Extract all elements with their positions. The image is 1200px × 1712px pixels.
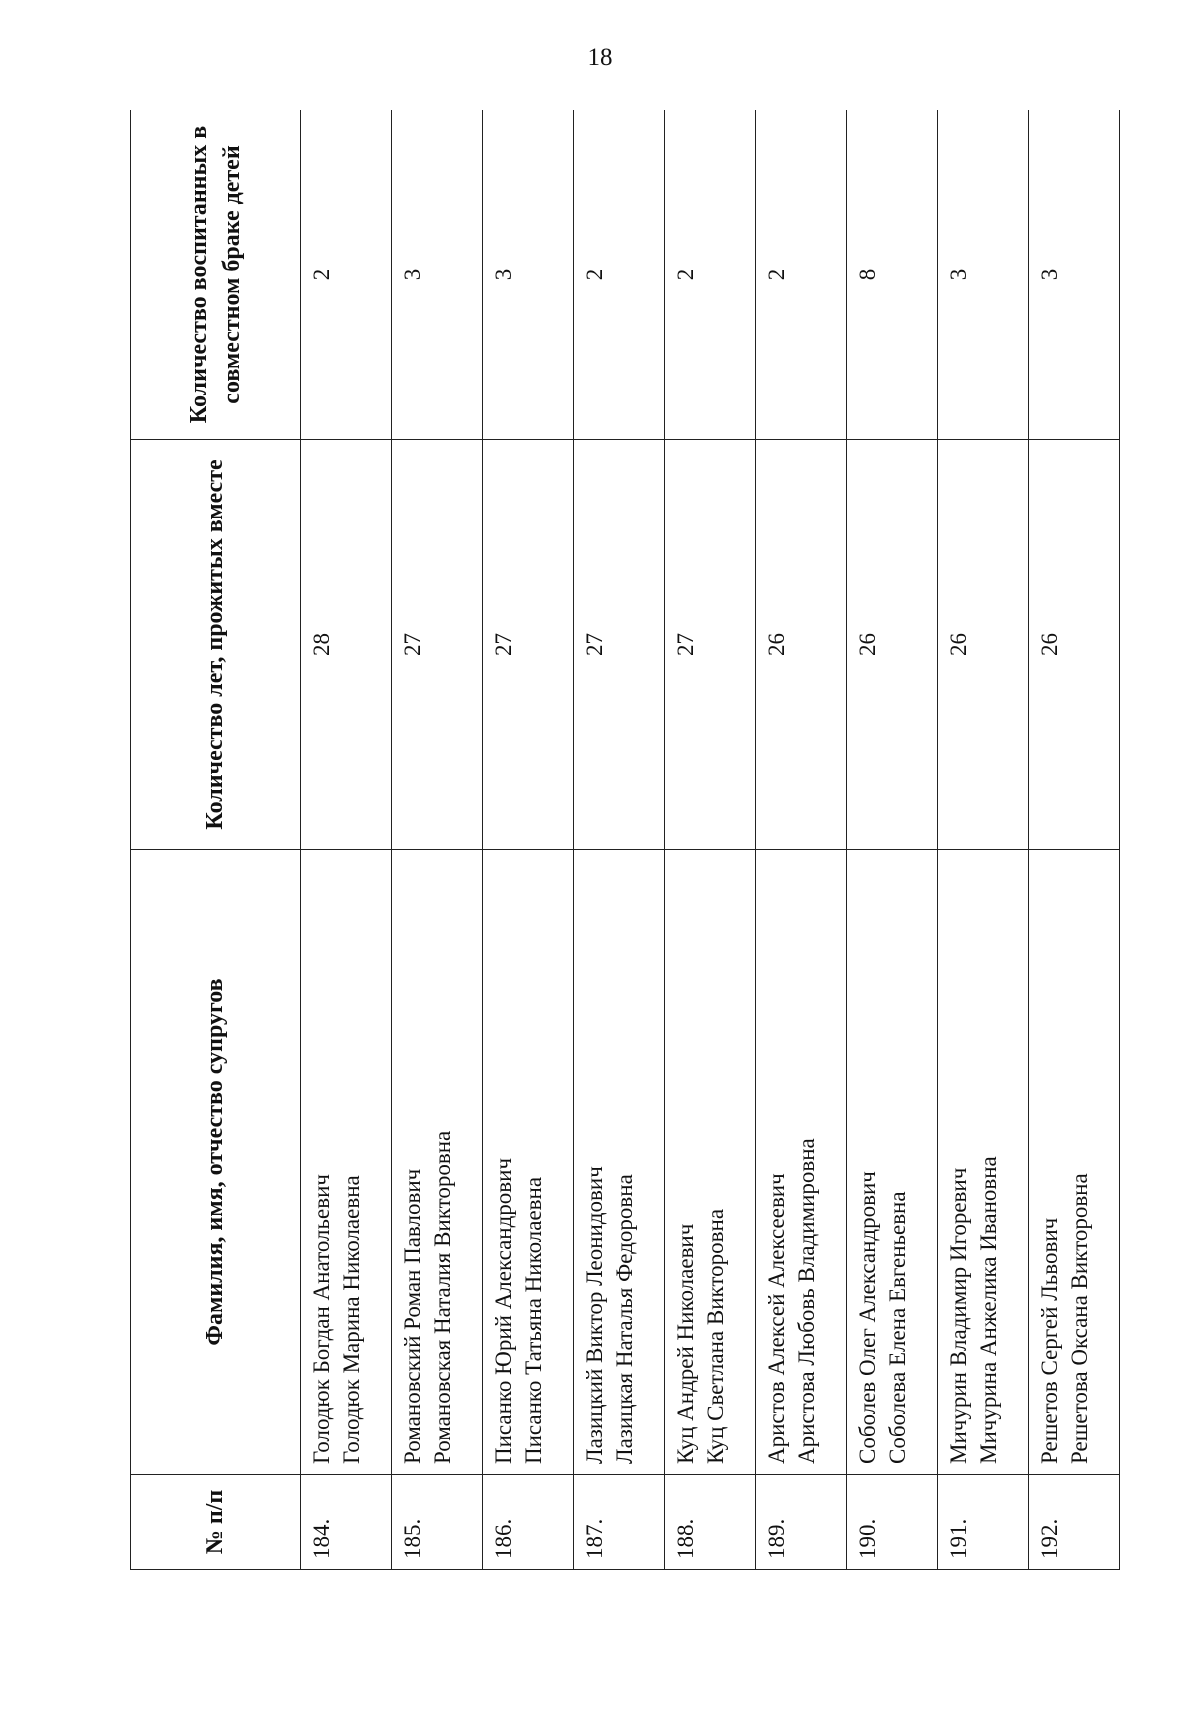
husband-name: Романовский Роман Павлович <box>400 1168 425 1464</box>
table-row <box>392 110 483 1570</box>
husband-name: Лазицкий Виктор Леонидович <box>582 1166 607 1464</box>
years-together: 26 <box>847 440 938 850</box>
spouse-names <box>301 850 392 1475</box>
table-header-row <box>131 110 301 1570</box>
wife-name: Романовская Наталия Викторовна <box>429 1130 455 1464</box>
table-row <box>756 110 847 1570</box>
spouse-names <box>483 850 574 1475</box>
row-number: 190. <box>847 1475 938 1570</box>
wife-name: Аристова Любовь Владимировна <box>793 1138 819 1464</box>
table-row <box>483 110 574 1570</box>
table-row <box>1029 110 1120 1570</box>
children-count: 3 <box>483 110 574 440</box>
children-count: 3 <box>1029 110 1120 440</box>
row-number: 186. <box>483 1475 574 1570</box>
spouse-names <box>756 850 847 1475</box>
row-number: 185. <box>392 1475 483 1570</box>
years-together: 26 <box>756 440 847 850</box>
years-together: 28 <box>301 440 392 850</box>
spouse-names <box>574 850 665 1475</box>
header-names: Фамилия, имя, отчество супругов <box>131 850 301 1475</box>
husband-name: Куц Андрей Николаевич <box>673 1223 698 1464</box>
table-row <box>938 110 1029 1570</box>
children-count: 2 <box>301 110 392 440</box>
children-count: 2 <box>665 110 756 440</box>
husband-name: Решетов Сергей Львович <box>1037 1217 1062 1464</box>
wife-name: Решетова Оксана Викторовна <box>1066 1173 1092 1464</box>
husband-name: Голодюк Богдан Анатольевич <box>309 1174 334 1464</box>
spouse-names <box>938 850 1029 1475</box>
children-count: 2 <box>574 110 665 440</box>
children-count: 3 <box>938 110 1029 440</box>
table-row <box>665 110 756 1570</box>
header-number: № п/п <box>131 1475 301 1570</box>
years-together: 27 <box>574 440 665 850</box>
header-children: Количество воспитанных в совместном браке детей <box>131 110 301 440</box>
spouse-names <box>847 850 938 1475</box>
wife-name: Куц Светлана Викторовна <box>702 1208 728 1464</box>
children-count: 8 <box>847 110 938 440</box>
wife-name: Мичурина Анжелика Ивановна <box>975 1156 1001 1464</box>
wife-name: Соболева Елена Евгеньевна <box>884 1191 910 1464</box>
table-row <box>301 110 392 1570</box>
years-together: 27 <box>483 440 574 850</box>
wife-name: Лазицкая Наталья Федоровна <box>611 1174 637 1464</box>
row-number: 188. <box>665 1475 756 1570</box>
years-together: 27 <box>665 440 756 850</box>
husband-name: Писанко Юрий Александрович <box>491 1157 516 1464</box>
husband-name: Соболев Олег Александрович <box>855 1171 880 1464</box>
spouse-names <box>392 850 483 1475</box>
children-count: 3 <box>392 110 483 440</box>
table-container <box>130 110 1120 1570</box>
wife-name: Писанко Татьяна Николаевна <box>520 1176 546 1464</box>
marriages-table <box>130 110 1120 1570</box>
rotated-table-wrapper <box>130 110 1120 1570</box>
husband-name: Аристов Алексей Алексеевич <box>764 1173 789 1464</box>
table-row <box>847 110 938 1570</box>
row-number: 184. <box>301 1475 392 1570</box>
spouse-names <box>1029 850 1120 1475</box>
page-number: 18 <box>587 44 613 71</box>
children-count: 2 <box>756 110 847 440</box>
husband-name: Мичурин Владимир Игоревич <box>946 1167 971 1464</box>
table-row <box>574 110 665 1570</box>
spouse-names <box>665 850 756 1475</box>
years-together: 26 <box>1029 440 1120 850</box>
row-number: 191. <box>938 1475 1029 1570</box>
row-number: 192. <box>1029 1475 1120 1570</box>
header-years: Количество лет, прожитых вместе <box>131 440 301 850</box>
years-together: 27 <box>392 440 483 850</box>
years-together: 26 <box>938 440 1029 850</box>
row-number: 189. <box>756 1475 847 1570</box>
row-number: 187. <box>574 1475 665 1570</box>
wife-name: Голодюк Марина Николаевна <box>338 1175 364 1464</box>
